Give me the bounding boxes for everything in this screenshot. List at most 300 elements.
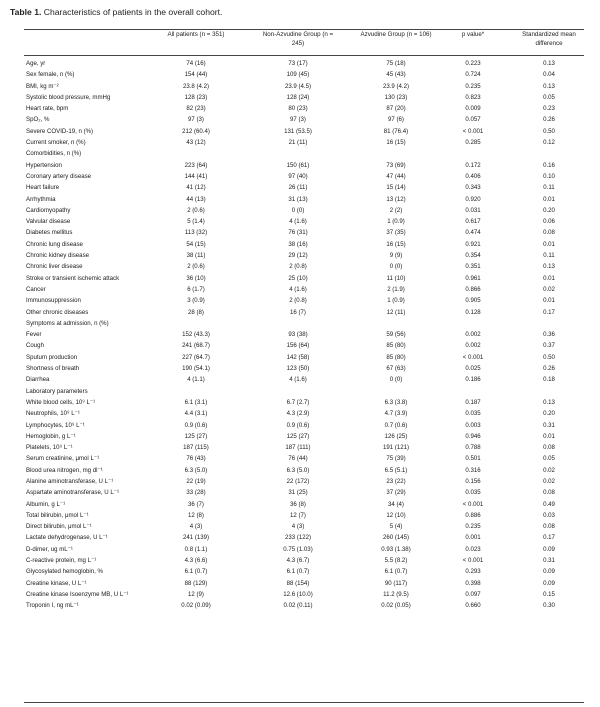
- cell-non-azvudine: 4 (1.6): [289, 285, 307, 293]
- table-row: [0, 352, 600, 363]
- row-label: BMI, kg m⁻²: [26, 82, 59, 90]
- cell-non-azvudine: 73 (17): [288, 60, 308, 67]
- cell-all-patients: 4 (1.1): [187, 376, 205, 384]
- cell-azvudine: 11 (10): [386, 274, 406, 282]
- cell-smd: 0.08: [543, 523, 555, 531]
- cell-azvudine: 5.5 (8.2): [384, 557, 408, 565]
- cell-all-patients: 12 (9): [188, 590, 204, 598]
- cell-smd: 0.08: [543, 489, 555, 497]
- cell-non-azvudine: 4 (1.6): [289, 376, 307, 384]
- cell-azvudine: 85 (80): [386, 353, 406, 361]
- row-label: Alanine aminotransferase, U L⁻¹: [26, 477, 114, 485]
- cell-all-patients: 44 (13): [186, 195, 206, 203]
- cell-all-patients: 4.4 (3.1): [184, 410, 208, 418]
- cell-smd: 0.01: [543, 274, 555, 282]
- table-row: [0, 295, 600, 306]
- cell-azvudine: 75 (39): [386, 455, 406, 463]
- table-row: [0, 126, 600, 137]
- table-row: [0, 205, 600, 216]
- cell-non-azvudine: 0.9 (0.6): [286, 421, 310, 429]
- cell-all-patients: 41 (12): [186, 184, 206, 192]
- row-label: Heart rate, bpm: [26, 105, 69, 113]
- table-row: [0, 397, 600, 408]
- table-row: [0, 69, 600, 80]
- table-row: [0, 103, 600, 114]
- cell-p-value: < 0.001: [462, 127, 484, 135]
- row-label: D-dimer, ug mL⁻¹: [26, 545, 73, 553]
- table-row: [0, 600, 600, 611]
- table-row: [0, 114, 600, 125]
- cell-p-value: 0.186: [465, 376, 481, 384]
- cell-azvudine: 126 (25): [384, 432, 408, 440]
- table-row: [0, 487, 600, 498]
- table-header: [0, 31, 600, 55]
- cell-p-value: 0.003: [465, 421, 481, 429]
- table-row: [0, 329, 600, 340]
- cell-all-patients: 6.3 (5.0): [184, 466, 208, 474]
- cell-non-azvudine: 0.75 (1.03): [283, 545, 313, 553]
- cell-non-azvudine: 2 (0.8): [289, 263, 307, 271]
- cell-smd: 0.01: [543, 297, 555, 305]
- cell-p-value: 0.920: [465, 195, 481, 203]
- cell-smd: 0.50: [543, 353, 555, 361]
- cell-non-azvudine: 26 (11): [288, 184, 308, 192]
- cell-non-azvudine: 12 (7): [290, 511, 306, 519]
- row-label: Cardiomyopathy: [26, 206, 71, 214]
- cell-non-azvudine: 233 (122): [284, 534, 312, 542]
- cell-smd: 0.13: [543, 60, 555, 67]
- cell-smd: 0.30: [543, 602, 555, 610]
- table-row: [0, 374, 600, 385]
- cell-p-value: < 0.001: [462, 557, 484, 565]
- cell-smd: 0.08: [543, 229, 555, 237]
- cell-all-patients: 33 (28): [186, 489, 206, 497]
- row-label: Immunosuppression: [26, 297, 81, 305]
- row-label: Systolic blood pressure, mmHg: [26, 93, 111, 101]
- cell-smd: 0.23: [543, 105, 555, 113]
- cell-all-patients: 152 (43.3): [182, 331, 210, 339]
- cell-smd: 0.18: [543, 376, 555, 384]
- cell-azvudine: 0.02 (0.05): [381, 602, 411, 610]
- cell-smd: 0.49: [543, 500, 555, 508]
- cell-p-value: 0.617: [465, 218, 481, 226]
- cell-azvudine: 16 (15): [386, 240, 406, 248]
- cell-p-value: 0.293: [465, 568, 481, 576]
- row-label: Creatine kinase Isoenzyme MB, U L⁻¹: [26, 590, 129, 598]
- cell-p-value: 0.866: [465, 285, 481, 293]
- row-label: Comorbidities, n (%): [26, 150, 82, 158]
- table-row: [0, 239, 600, 250]
- cell-smd: 0.13: [543, 82, 555, 90]
- cell-p-value: 0.501: [465, 455, 481, 463]
- cell-smd: 0.15: [543, 590, 555, 598]
- table-row: [0, 532, 600, 543]
- cell-azvudine: 85 (80): [386, 342, 406, 350]
- header-smd: Standardized mean difference: [522, 31, 576, 47]
- cell-p-value: 0.946: [465, 432, 481, 440]
- row-label: Glycosylated hemoglobin, %: [26, 568, 103, 576]
- table-row: [0, 340, 600, 351]
- table-row: [0, 465, 600, 476]
- cell-smd: 0.04: [543, 71, 555, 79]
- header-p-value: p value*: [461, 31, 485, 38]
- cell-p-value: 0.156: [465, 477, 481, 485]
- cell-smd: 0.20: [543, 206, 555, 214]
- cell-all-patients: 23.8 (4.2): [182, 82, 210, 90]
- cell-p-value: 0.023: [465, 545, 481, 553]
- cell-azvudine: 16 (15): [386, 139, 406, 147]
- table-row: [0, 318, 600, 329]
- cell-all-patients: 4.3 (6.6): [184, 557, 208, 565]
- cell-azvudine: 15 (14): [386, 184, 406, 192]
- cell-azvudine: 1 (0.9): [387, 297, 405, 305]
- cell-p-value: 0.035: [465, 489, 481, 497]
- cell-all-patients: 22 (19): [186, 477, 206, 485]
- cell-non-azvudine: 4.3 (6.7): [286, 557, 310, 565]
- cell-non-azvudine: 22 (172): [286, 477, 310, 485]
- table-row: [0, 386, 600, 397]
- cell-non-azvudine: 76 (44): [288, 455, 308, 463]
- cell-all-patients: 0.9 (0.6): [184, 421, 208, 429]
- row-label: Heart failure: [26, 184, 60, 192]
- cell-smd: 0.50: [543, 127, 555, 135]
- cell-non-azvudine: 16 (7): [290, 308, 306, 316]
- cell-non-azvudine: 21 (11): [288, 139, 308, 147]
- cell-all-patients: 43 (12): [186, 139, 206, 147]
- row-label: Stroke or transient ischemic attack: [26, 274, 120, 282]
- cell-all-patients: 144 (41): [184, 172, 208, 180]
- header-azvudine: Azvudine Group (n = 106): [360, 31, 432, 38]
- cell-azvudine: 260 (145): [382, 534, 410, 542]
- table-row: [0, 420, 600, 431]
- row-label: Neutrophils, 10⁹ L⁻¹: [26, 410, 80, 418]
- cell-azvudine: 23.9 (4.2): [382, 82, 410, 90]
- row-label: Other chronic diseases: [26, 308, 89, 316]
- cell-p-value: 0.343: [465, 184, 481, 192]
- cell-azvudine: 191 (121): [382, 444, 410, 452]
- row-label: Sputum production: [26, 353, 78, 361]
- cell-non-azvudine: 6.1 (0.7): [286, 568, 310, 576]
- cell-azvudine: 34 (4): [388, 500, 404, 508]
- cell-smd: 0.12: [543, 139, 555, 147]
- cell-azvudine: 5 (4): [389, 523, 403, 531]
- cell-smd: 0.05: [543, 455, 555, 463]
- cell-p-value: 0.128: [465, 308, 481, 316]
- cell-azvudine: 87 (20): [386, 105, 406, 113]
- row-label: Valvular disease: [26, 218, 71, 226]
- table-row: [0, 137, 600, 148]
- row-label: Severe COVID-19, n (%): [26, 127, 94, 135]
- table-label: Table 1.: [10, 7, 42, 17]
- table-bottom-rule: [24, 702, 584, 703]
- cell-p-value: 0.031: [465, 206, 481, 214]
- cell-non-azvudine: 4 (1.6): [289, 218, 307, 226]
- cell-all-patients: 190 (54.1): [182, 365, 210, 373]
- table-row: [0, 92, 600, 103]
- row-label: Chronic lung disease: [26, 240, 83, 248]
- cell-non-azvudine: 4.3 (2.9): [286, 410, 310, 418]
- table-row: [0, 250, 600, 261]
- cell-non-azvudine: 156 (64): [286, 342, 310, 350]
- cell-smd: 0.02: [543, 477, 555, 485]
- cell-p-value: 0.002: [465, 331, 481, 339]
- cell-non-azvudine: 29 (12): [288, 252, 308, 260]
- cell-p-value: 0.354: [465, 252, 481, 260]
- cell-non-azvudine: 109 (45): [286, 71, 310, 79]
- row-label: Diarrhea: [26, 376, 50, 384]
- cell-all-patients: 241 (139): [182, 534, 210, 542]
- row-label: Albumin, g L⁻¹: [26, 500, 66, 508]
- cell-all-patients: 38 (11): [186, 252, 206, 260]
- cell-all-patients: 2 (0.6): [187, 263, 205, 271]
- cell-all-patients: 113 (32): [184, 229, 208, 237]
- row-label: Shortness of breath: [26, 365, 80, 373]
- cell-smd: 0.09: [543, 579, 555, 587]
- cell-p-value: 0.788: [465, 444, 481, 452]
- table-row: [0, 363, 600, 374]
- cell-azvudine: 6.3 (3.8): [384, 398, 408, 406]
- cell-azvudine: 12 (11): [386, 308, 406, 316]
- cell-non-azvudine: 123 (50): [286, 365, 310, 373]
- table-row: [0, 273, 600, 284]
- cell-all-patients: 125 (27): [184, 432, 208, 440]
- cell-p-value: 0.285: [465, 139, 481, 147]
- cell-all-patients: 128 (23): [184, 93, 208, 101]
- cell-smd: 0.37: [543, 342, 555, 350]
- row-label: SpO₂, %: [26, 116, 50, 124]
- cell-azvudine: 2 (1.9): [387, 285, 405, 293]
- cell-p-value: 0.035: [465, 410, 481, 418]
- cell-all-patients: 82 (23): [186, 105, 206, 113]
- row-label: Serum creatinine, μmol L⁻¹: [26, 455, 100, 463]
- table-row: [0, 148, 600, 159]
- cell-non-azvudine: 128 (24): [286, 93, 310, 101]
- table-row: [0, 521, 600, 532]
- cell-azvudine: 4.7 (3.9): [384, 410, 408, 418]
- cell-azvudine: 37 (29): [386, 489, 406, 497]
- table-row: [0, 160, 600, 171]
- cell-p-value: 0.921: [465, 240, 481, 248]
- table-row: [0, 453, 600, 464]
- table-row: [0, 81, 600, 92]
- table-body: [0, 58, 600, 612]
- row-label: Chronic kidney disease: [26, 252, 90, 260]
- cell-non-azvudine: 25 (10): [288, 274, 308, 282]
- table-row: [0, 216, 600, 227]
- cell-smd: 0.31: [543, 421, 555, 429]
- cell-all-patients: 74 (16): [186, 60, 206, 67]
- cell-azvudine: 45 (43): [386, 71, 406, 79]
- cell-non-azvudine: 38 (16): [288, 240, 308, 248]
- row-label: Direct bilirubin, μmol L⁻¹: [26, 523, 92, 531]
- cell-p-value: 0.316: [465, 466, 481, 474]
- row-label: Troponin I, ng mL⁻¹: [26, 602, 79, 610]
- cell-all-patients: 6.1 (0.7): [184, 568, 208, 576]
- header-non-azvudine: Non-Azvudine Group (n = 245): [262, 31, 334, 47]
- cell-p-value: 0.474: [465, 229, 481, 237]
- cell-smd: 0.10: [543, 172, 555, 180]
- cell-p-value: 0.223: [465, 60, 481, 67]
- cell-azvudine: 6.5 (5.1): [384, 466, 408, 474]
- row-label: Cough: [26, 342, 44, 350]
- table-row: [0, 58, 600, 69]
- cell-non-azvudine: 4 (3): [291, 523, 305, 531]
- cell-azvudine: 23 (22): [386, 477, 406, 485]
- cell-non-azvudine: 125 (27): [286, 432, 310, 440]
- row-label: Platelets, 10⁹ L⁻¹: [26, 444, 73, 452]
- row-label: Diabetes mellitus: [26, 229, 73, 237]
- cell-non-azvudine: 97 (40): [288, 172, 308, 180]
- cell-non-azvudine: 93 (38): [288, 331, 308, 339]
- row-label: Fever: [26, 331, 42, 339]
- cell-all-patients: 36 (10): [186, 274, 206, 282]
- cell-all-patients: 154 (44): [184, 71, 208, 79]
- cell-non-azvudine: 76 (31): [288, 229, 308, 237]
- table-row: [0, 431, 600, 442]
- table-row: [0, 510, 600, 521]
- cell-azvudine: 47 (44): [386, 172, 406, 180]
- cell-non-azvudine: 36 (8): [290, 500, 306, 508]
- table-row: [0, 499, 600, 510]
- cell-azvudine: 97 (6): [388, 116, 404, 124]
- cell-p-value: 0.961: [465, 274, 481, 282]
- cell-non-azvudine: 187 (111): [285, 444, 311, 452]
- cell-p-value: 0.172: [465, 161, 481, 169]
- cell-p-value: 0.009: [465, 105, 481, 113]
- table-row: [0, 182, 600, 193]
- row-label: Hypertension: [26, 161, 62, 169]
- row-label: Laboratory parameters: [26, 387, 88, 395]
- cell-azvudine: 90 (117): [384, 579, 408, 587]
- cell-all-patients: 223 (64): [184, 161, 208, 169]
- row-label: Hemoglobin, g L⁻¹: [26, 432, 76, 440]
- cell-p-value: 0.025: [465, 365, 481, 373]
- cell-smd: 0.08: [543, 444, 555, 452]
- header-all-patients: All patients (n = 351): [167, 31, 225, 38]
- cell-azvudine: 67 (63): [386, 365, 406, 373]
- row-label: Current smoker, n (%): [26, 139, 86, 147]
- cell-azvudine: 59 (56): [386, 331, 406, 339]
- table-row: [0, 555, 600, 566]
- cell-p-value: 0.097: [465, 590, 481, 598]
- cell-all-patients: 0.02 (0.09): [181, 602, 211, 610]
- cell-p-value: 0.886: [465, 511, 481, 519]
- row-label: Cancer: [26, 285, 46, 293]
- row-label: Chronic liver disease: [26, 263, 83, 271]
- cell-non-azvudine: 97 (3): [290, 116, 306, 124]
- cell-azvudine: 37 (35): [386, 229, 406, 237]
- cell-azvudine: 1 (0.9): [387, 218, 405, 226]
- cell-p-value: 0.002: [465, 342, 481, 350]
- cell-azvudine: 130 (23): [384, 93, 408, 101]
- cell-azvudine: 9 (9): [389, 252, 403, 260]
- cell-all-patients: 88 (129): [184, 579, 208, 587]
- row-label: Blood urea nitrogen, mg dl⁻¹: [26, 466, 103, 474]
- table-row: [0, 544, 600, 555]
- cell-smd: 0.09: [543, 545, 555, 553]
- cell-non-azvudine: 142 (58): [286, 353, 310, 361]
- row-label: Creatine kinase, U L⁻¹: [26, 579, 87, 587]
- cell-azvudine: 6.1 (0.7): [384, 568, 408, 576]
- cell-smd: 0.36: [543, 331, 555, 339]
- cell-p-value: 0.406: [465, 172, 481, 180]
- cell-non-azvudine: 6.7 (2.7): [286, 398, 310, 406]
- cell-non-azvudine: 12.6 (10.0): [283, 590, 313, 598]
- table-row: [0, 307, 600, 318]
- table-row: [0, 408, 600, 419]
- cell-azvudine: 11.2 (9.5): [383, 590, 409, 598]
- cell-smd: 0.09: [543, 568, 555, 576]
- cell-non-azvudine: 0.02 (0.11): [283, 602, 313, 610]
- cell-azvudine: 0 (0): [389, 263, 403, 271]
- table-top-rule: [24, 29, 584, 30]
- cell-smd: 0.31: [543, 557, 555, 565]
- cell-p-value: 0.724: [465, 71, 481, 79]
- cell-non-azvudine: 2 (0.8): [289, 297, 307, 305]
- cell-p-value: 0.235: [465, 523, 481, 531]
- cell-smd: 0.02: [543, 466, 555, 474]
- cell-smd: 0.26: [543, 365, 555, 373]
- cell-p-value: 0.235: [465, 82, 481, 90]
- cell-all-patients: 76 (43): [186, 455, 206, 463]
- cell-smd: 0.06: [543, 218, 555, 226]
- cell-p-value: 0.001: [465, 534, 481, 542]
- table-row: [0, 171, 600, 182]
- cell-azvudine: 2 (2): [389, 206, 403, 214]
- cell-smd: 0.02: [543, 285, 555, 293]
- cell-non-azvudine: 150 (61): [286, 161, 310, 169]
- cell-all-patients: 212 (60.4): [182, 127, 210, 135]
- cell-azvudine: 73 (69): [386, 161, 406, 169]
- cell-smd: 0.11: [543, 184, 555, 192]
- table-row: [0, 442, 600, 453]
- row-label: Aspartate aminotransferase, U L⁻¹: [26, 489, 119, 497]
- cell-all-patients: 4 (3): [189, 523, 203, 531]
- row-label: Total bilirubin, μmol L⁻¹: [26, 511, 89, 519]
- cell-smd: 0.01: [543, 432, 555, 440]
- cell-p-value: 0.057: [465, 116, 481, 124]
- cell-all-patients: 2 (0.6): [187, 206, 205, 214]
- row-label: White blood cells, 10⁹ L⁻¹: [26, 398, 96, 406]
- cell-non-azvudine: 6.3 (5.0): [286, 466, 310, 474]
- cell-all-patients: 36 (7): [188, 500, 204, 508]
- cell-all-patients: 97 (3): [188, 116, 204, 124]
- cell-non-azvudine: 23.9 (4.5): [284, 82, 312, 90]
- table-row: [0, 194, 600, 205]
- cell-smd: 0.11: [543, 252, 555, 260]
- cell-smd: 0.05: [543, 93, 555, 101]
- cell-all-patients: 227 (64.7): [182, 353, 210, 361]
- cell-p-value: 0.905: [465, 297, 481, 305]
- cell-smd: 0.17: [543, 308, 555, 316]
- cell-all-patients: 28 (8): [188, 308, 204, 316]
- cell-non-azvudine: 31 (13): [288, 195, 308, 203]
- cell-smd: 0.03: [543, 511, 555, 519]
- cell-azvudine: 0 (0): [389, 376, 403, 384]
- cell-smd: 0.13: [543, 398, 555, 406]
- cell-non-azvudine: 131 (53.5): [284, 127, 312, 135]
- row-label: Coronary artery disease: [26, 172, 92, 180]
- cell-all-patients: 5 (1.4): [187, 218, 205, 226]
- cell-smd: 0.01: [543, 195, 555, 203]
- table-caption: [10, 7, 222, 17]
- cell-all-patients: 6.1 (3.1): [184, 398, 208, 406]
- cell-azvudine: 12 (10): [386, 511, 406, 519]
- cell-p-value: 0.398: [465, 579, 481, 587]
- table-caption-text: Characteristics of patients in the overall cohort.: [43, 7, 223, 17]
- cell-all-patients: 187 (115): [183, 444, 209, 452]
- cell-azvudine: 13 (12): [386, 195, 406, 203]
